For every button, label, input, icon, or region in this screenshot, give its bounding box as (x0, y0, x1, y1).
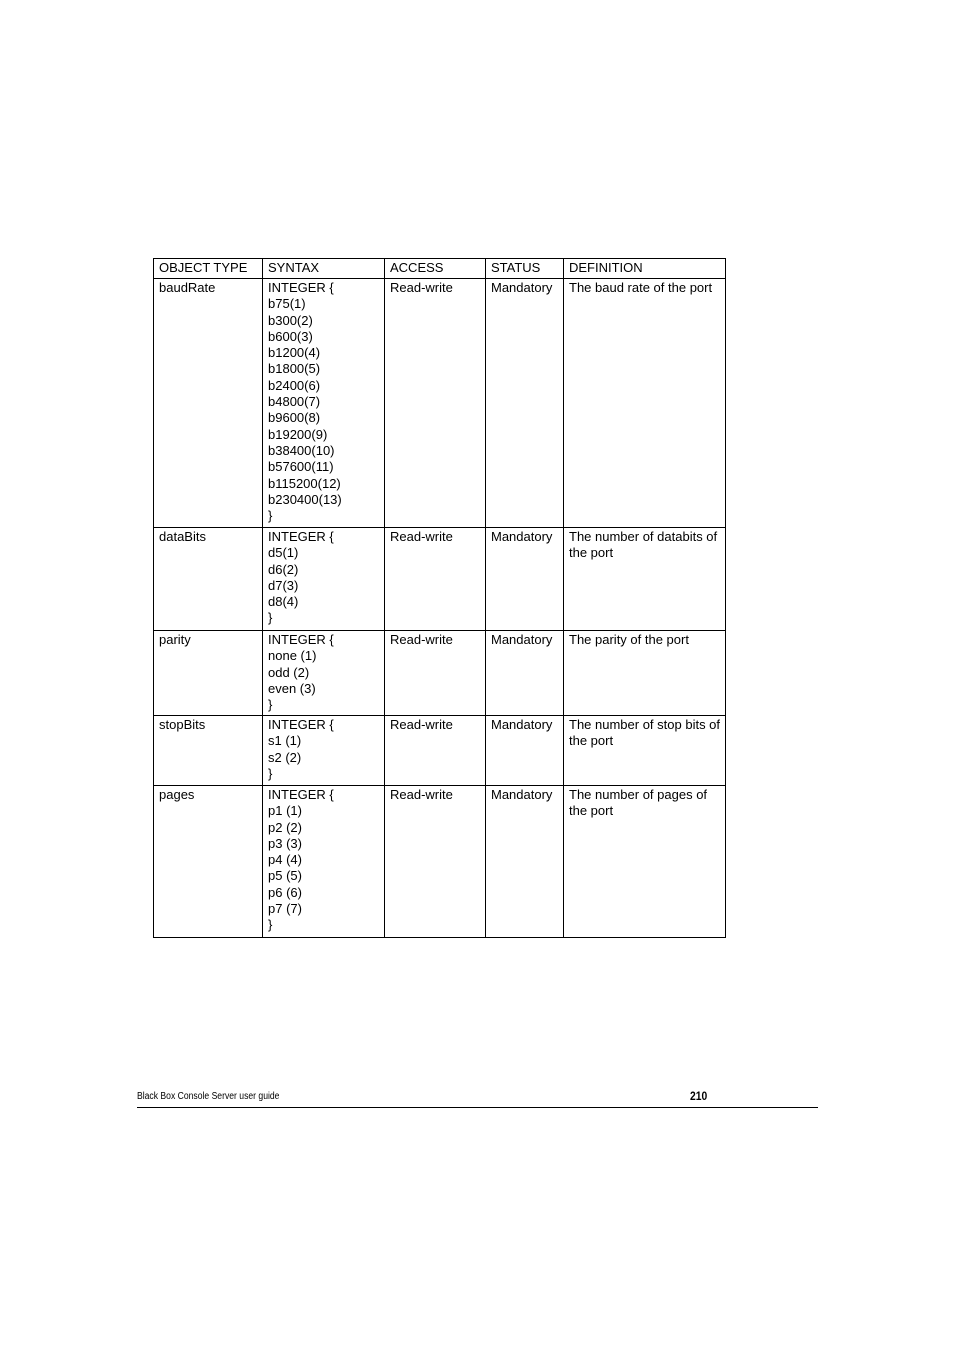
table-row (154, 786, 726, 938)
syntax-line: } (268, 610, 273, 626)
cell-syntax (263, 786, 385, 938)
cell-object-type: pages (154, 786, 263, 938)
syntax-line: d6(2) (268, 561, 299, 577)
syntax-line: d5(1) (268, 545, 299, 561)
syntax-line: p7 (7) (268, 901, 302, 917)
syntax-line: b2400(6) (268, 377, 321, 393)
footer-divider (137, 1107, 818, 1108)
cell-definition: The baud rate of the port (564, 279, 726, 528)
cell-object-type: stopBits (154, 716, 263, 786)
table-row (154, 279, 726, 528)
cell-access: Read-write (385, 786, 486, 938)
syntax-line: even (3) (268, 680, 316, 696)
header-definition: DEFINITION (564, 259, 726, 279)
syntax-line: b600(3) (268, 328, 313, 344)
table-row (154, 528, 726, 631)
syntax-line: odd (2) (268, 664, 310, 680)
cell-definition: The number of databits of the port (564, 528, 726, 631)
footer-page-number: 210 (690, 1089, 708, 1103)
table-row (154, 716, 726, 786)
cell-object-type: dataBits (154, 528, 263, 631)
cell-syntax (263, 279, 385, 528)
cell-object-type: baudRate (154, 279, 263, 528)
footer-doc-title: Black Box Console Server user guide (137, 1091, 280, 1102)
syntax-line: INTEGER { (268, 280, 334, 295)
syntax-line: INTEGER { (268, 529, 334, 544)
cell-definition: The number of pages of the port (564, 786, 726, 938)
cell-status: Mandatory (486, 528, 564, 631)
syntax-line: none (1) (268, 648, 317, 664)
cell-access: Read-write (385, 631, 486, 716)
table-header (154, 259, 726, 279)
syntax-line: s2 (2) (268, 749, 302, 765)
syntax-line: b4800(7) (268, 394, 321, 410)
syntax-line: p3 (3) (268, 835, 302, 851)
table-header-row (154, 259, 726, 279)
syntax-line: d8(4) (268, 594, 299, 610)
syntax-line: b19200(9) (268, 426, 328, 442)
syntax-line: p6 (6) (268, 884, 302, 900)
cell-access: Read-write (385, 528, 486, 631)
syntax-line: s1 (1) (268, 733, 302, 749)
syntax-line: p4 (4) (268, 852, 302, 868)
table-row (154, 631, 726, 716)
cell-definition: The number of stop bits of the port (564, 716, 726, 786)
cell-status: Mandatory (486, 631, 564, 716)
syntax-line: p1 (1) (268, 803, 302, 819)
cell-access: Read-write (385, 716, 486, 786)
syntax-line: b230400(13) (268, 491, 342, 507)
cell-access: Read-write (385, 279, 486, 528)
syntax-line: b1800(5) (268, 361, 321, 377)
syntax-line: b115200(12) (268, 475, 341, 491)
header-status: STATUS (486, 259, 564, 279)
cell-status: Mandatory (486, 786, 564, 938)
cell-syntax (263, 528, 385, 631)
cell-status: Mandatory (486, 279, 564, 528)
syntax-line: INTEGER { (268, 717, 334, 732)
syntax-line: INTEGER { (268, 632, 334, 647)
syntax-line: b38400(10) (268, 442, 335, 458)
syntax-line: b57600(11) (268, 459, 334, 475)
syntax-line: } (268, 765, 273, 781)
header-access: ACCESS (385, 259, 486, 279)
cell-syntax (263, 631, 385, 716)
syntax-line: p2 (2) (268, 819, 302, 835)
cell-status: Mandatory (486, 716, 564, 786)
header-object-type: OBJECT TYPE (154, 259, 263, 279)
syntax-line: } (268, 508, 273, 524)
cell-definition: The parity of the port (564, 631, 726, 716)
cell-syntax (263, 716, 385, 786)
syntax-line: b300(2) (268, 312, 313, 328)
syntax-line: b1200(4) (268, 345, 321, 361)
syntax-line: INTEGER { (268, 787, 334, 802)
cell-object-type: parity (154, 631, 263, 716)
table-body (154, 279, 726, 938)
syntax-line: b9600(8) (268, 410, 321, 426)
syntax-line: } (268, 697, 273, 713)
header-syntax: SYNTAX (263, 259, 385, 279)
syntax-line: d7(3) (268, 577, 299, 593)
syntax-line: } (268, 917, 273, 933)
syntax-line: p5 (5) (268, 868, 302, 884)
snmp-object-table (153, 258, 726, 938)
syntax-line: b75(1) (268, 296, 306, 312)
